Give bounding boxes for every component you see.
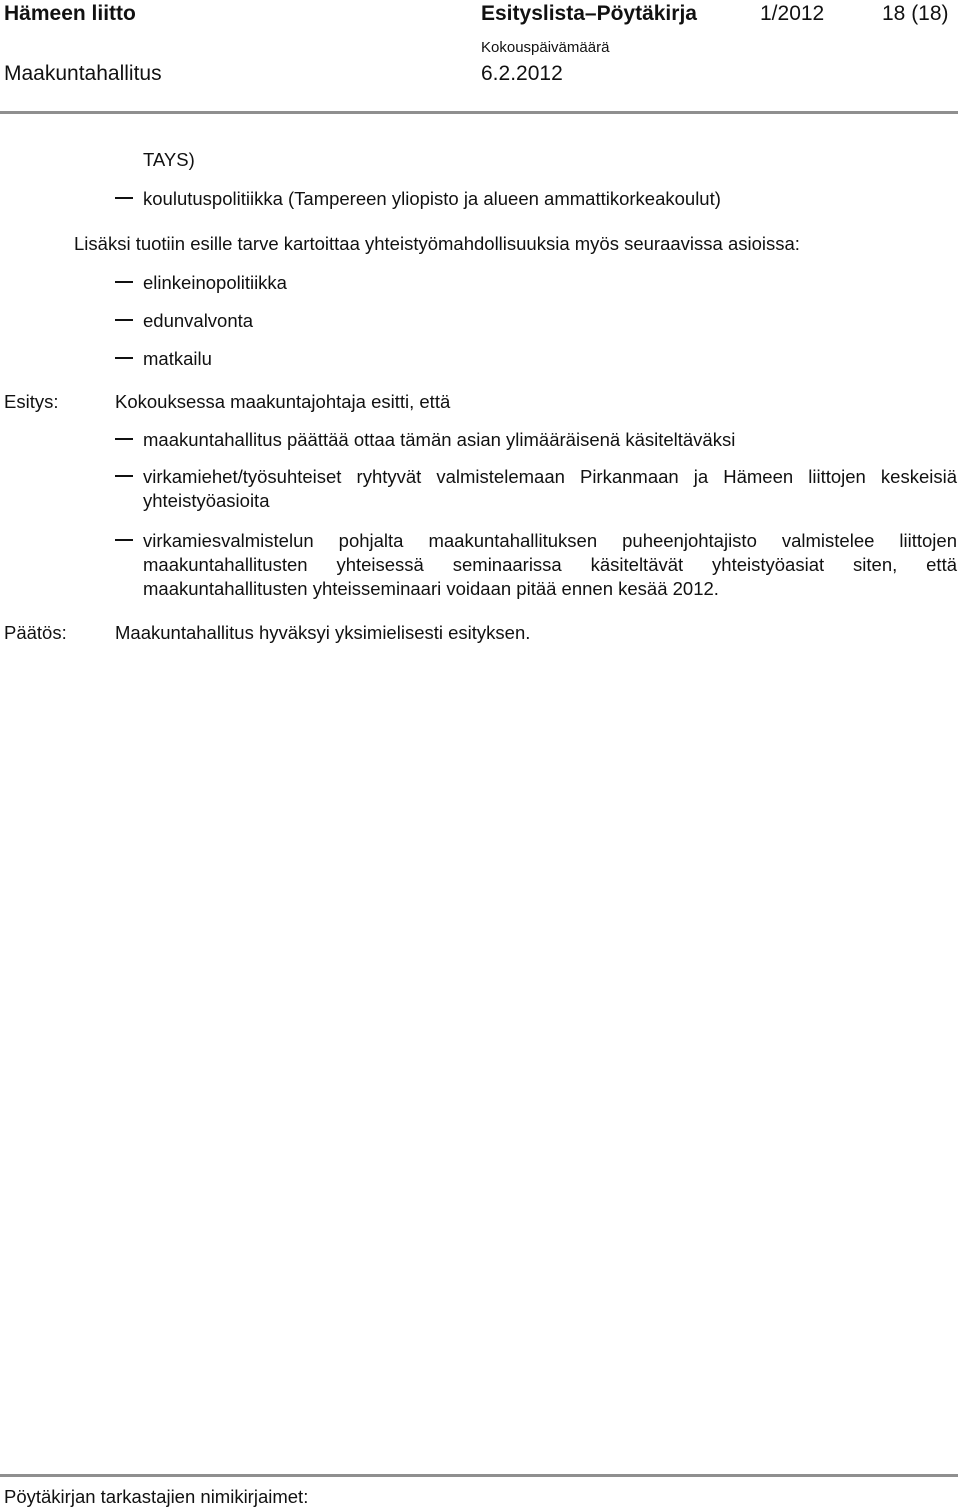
paragraph-intro: Lisäksi tuotiin esille tarve kartoittaa yhteistyömahdollisuuksia myös seuraavissa asioissa: [74, 233, 800, 254]
document-type: Esityslista–Pöytäkirja [481, 2, 697, 25]
meeting-date-label: Kokouspäivämäärä [481, 39, 610, 56]
dash-bullet [115, 357, 133, 359]
footer-divider [0, 1474, 958, 1477]
page-number: 18 (18) [882, 2, 949, 25]
proposal-item: maakuntahallitus päättää ottaa tämän asian ylimääräisenä käsiteltäväksi [143, 429, 736, 450]
dash-bullet [115, 281, 133, 283]
decision-text: Maakuntahallitus hyväksyi yksimielisesti esityksen. [115, 622, 531, 643]
proposal-item: virkamiehet/työsuhteiset ryhtyvät valmistelemaan Pirkanmaan ja Hämeen liittojen keskeisiä yhteistyöasioita [143, 466, 957, 511]
list-item: elinkeinopolitiikka [143, 272, 287, 293]
list-item: matkailu [143, 348, 212, 369]
continuation-text: TAYS) [143, 149, 195, 170]
list-item: koulutuspolitiikka (Tampereen yliopisto ja alueen ammattikorkeakoulut) [143, 188, 721, 209]
list-item: edunvalvonta [143, 310, 254, 331]
header-divider [0, 111, 958, 114]
proposal-text: Kokouksessa maakuntajohtaja esitti, että [115, 391, 451, 412]
dash-bullet [115, 319, 133, 321]
proposal-item: virkamiesvalmistelun pohjalta maakuntahallituksen puheenjohtajisto valmistelee liittojen maakuntahallitusten yhteisessä seminaarissa käsiteltävät yhteistyöasiat siten, että maakuntahallitusten yhteisseminaari voidaan pitää ennen kesää 2012. [143, 530, 957, 599]
dash-bullet [115, 539, 133, 541]
dash-bullet [115, 197, 133, 199]
dash-bullet [115, 438, 133, 440]
organization-name: Hämeen liitto [4, 2, 136, 25]
proposal-label: Esitys: [4, 391, 59, 412]
dash-bullet [115, 475, 133, 477]
meeting-body: Maakuntahallitus [4, 62, 162, 85]
issue-number: 1/2012 [760, 2, 825, 25]
meeting-date: 6.2.2012 [481, 62, 563, 85]
decision-label: Päätös: [4, 622, 67, 643]
signature-label: Pöytäkirjan tarkastajien nimikirjaimet: [4, 1486, 309, 1507]
